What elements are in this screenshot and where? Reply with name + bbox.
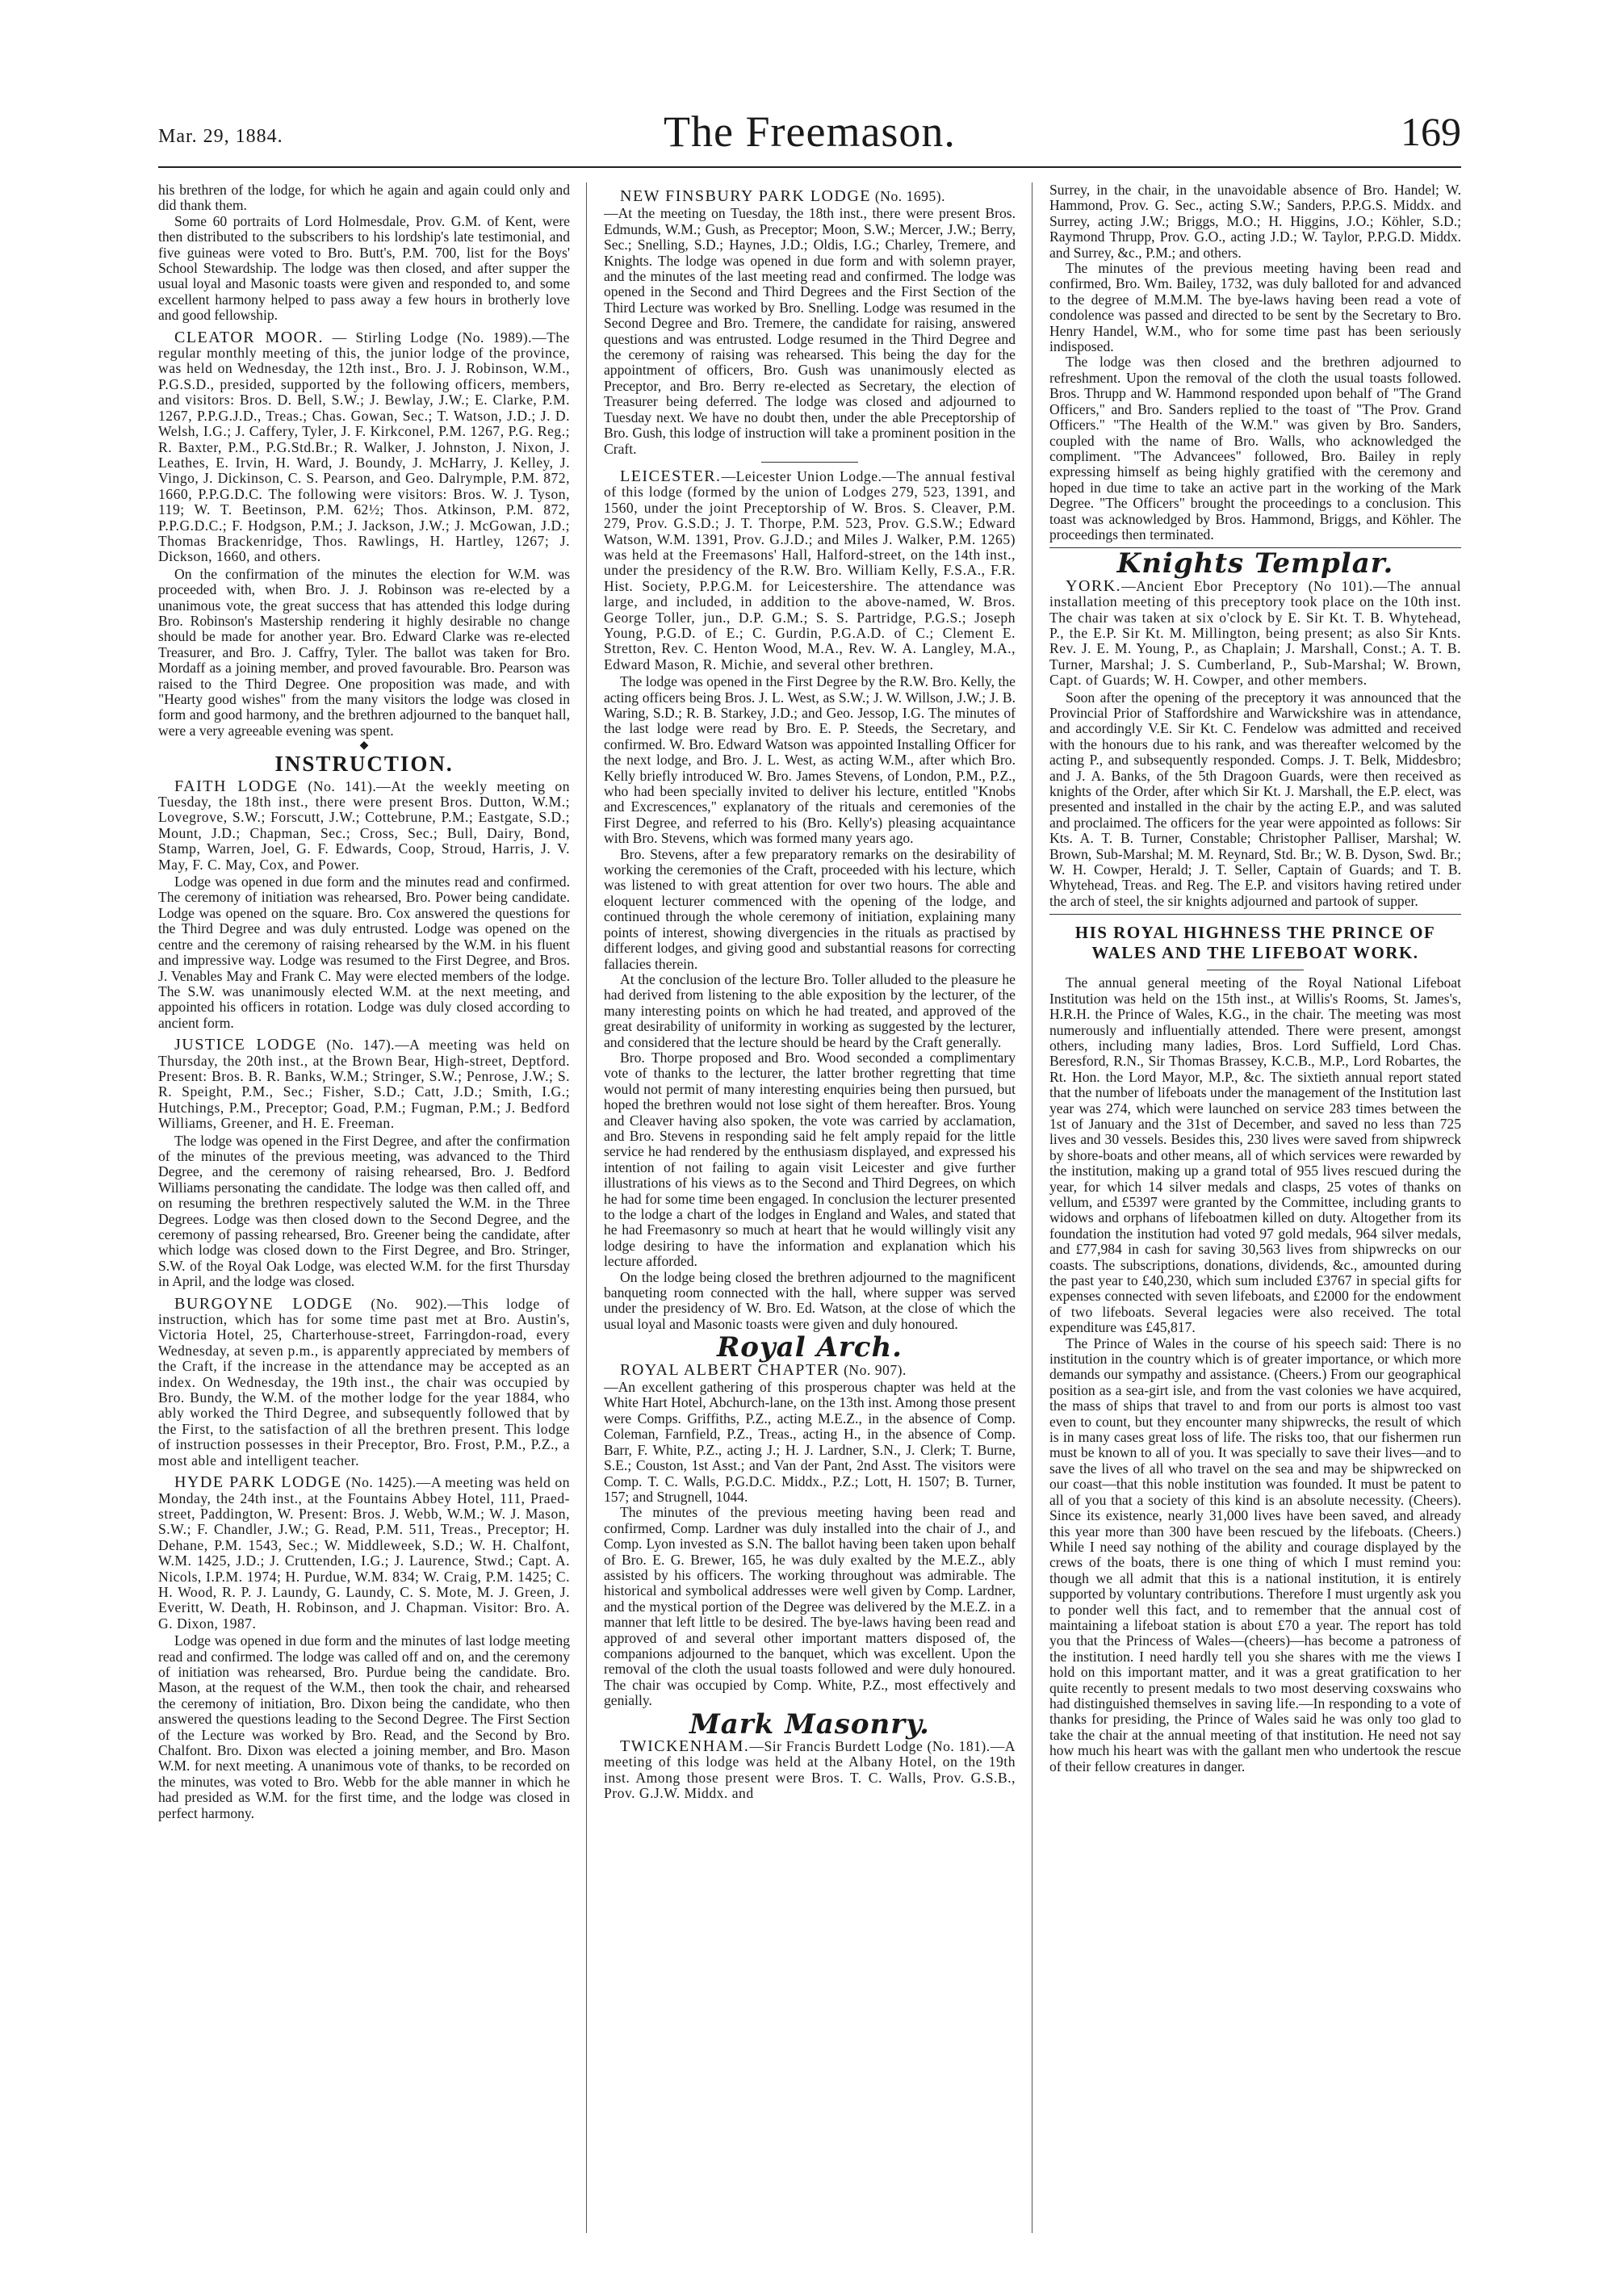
paragraph: The annual general meeting of the Royal National Lifeboat Institution was held on the 15th inst., at Willis's Rooms, St. James's, H.R.H. the Prince of Wales, K.G., in the chair. The meeting was most numerously and influentially attended. There were present, amongst others, including many ladies, Bros. Lord Suffield, Lord Chas. Beresford, R.N., Sir Thomas Brassey, K.C.B., M.P., Lord Robartes, the Rt. Hon. the Lord Mayor, M.P., &c. The sixtieth annual report stated that the number of lifeboats under the management of the Institution last year was 274, which were launched on service 283 times between the 1st of January and the 31st of December, and saved no less than 725 lives and 30 vessels. Besides this, 230 lives were saved from shipwreck by shore-boats and other means, all of which services were rewarded by the institution, making up a grand total of 955 lives rescued during the year, for which 14 silver medals and clasps, 25 votes of thanks on vellum, and £5397 were granted by the Committee, including grants to widows and orphans of lifeboatmen killed on duty. Altogether from its foundation the institution had voted 97 gold medals, 964 silver medals, and £77,984 in cash for saving 30,563 lives from shipwrecks on our coasts. The subscriptions, donations, dividends, &c., amounted during the past year to £40,230, which sum included £3767 in special gifts for expenses connected with seven lifeboats, and £2000 for the endowment of two lifeboats. Several legacies were also received. The total expenditure was £45,817. [1049, 974, 1461, 1336]
article-heading-royal-albert [604, 1360, 1016, 1379]
section-heading-mark-masonry: Mark Masonry. [689, 1707, 930, 1741]
paragraph: On the lodge being closed the brethren adjourned to the magnificent banqueting room connected with the hall, where supper was served under the presidency of W. Bro. Ed. Watson, at the close of which the usual loyal and Masonic toasts were given and duly honoured. [604, 1268, 1016, 1332]
paragraph: The lodge was opened in the First Degree, and after the confirmation of the minutes of the previous meeting, was advanced to the Third Degree, and the ceremony of raising rehearsed, Bro. J. Bedford Williams personating the candidate. The lodge was then called off, and on resuming the brethren respectively saluted the W.M. in the Three Degrees. Lodge was then closed down to the Second Degree, and the ceremony of passing rehearsed, Bro. Greener being the candidate, after which lodge was closed down to the First Degree, and Bro. Stringer, S.W. of the Royal Oak Lodge, was elected W.M. for the first Thursday in April, and the lodge was closed. [158, 1132, 570, 1290]
heading-number: (No. 907). [840, 1361, 907, 1378]
heading-number: (No. 1695). [871, 188, 946, 204]
paragraph: —At the meeting on Tuesday, the 18th inst., there were present Bros. Edmunds, W.M.; Gush, as Preceptor; Moon, S.W.; Mercer, J.W.; Berry, Sec.; Snelling, S.D.; Haynes, J.D.; Oldis, I.G.; Charley, Tremere, and Knights. The lodge was opened in due form and with solemn prayer, and the minutes of the last meeting read and confirmed. The lodge was opened in the Second and Third Degrees and the First Section of the Third Lecture was worked by Bro. Snelling. Lodge was resumed in the Second Degree and Bro. Tremere, the candidate for raising, answered questions and was entrusted. Lodge resumed in the Third Degree and the ceremony of raising was rehearsed. This being the day for the appointment of officers, Bro. Gush was unanimously elected as Preceptor, and Bro. Berry re-elected as Secretary, the election of Treasurer being deferred. The lodge was closed and adjourned to Tuesday next. We have no doubt then, under the able Preceptorship of Bro. Gush, this lodge of instruction will take a prominent position in the Craft. [604, 205, 1016, 457]
separator-rule [761, 462, 858, 463]
diamond-ornament: ◆ [359, 739, 369, 752]
article-heading-prince-of-wales: HIS ROYAL HIGHNESS THE PRINCE OF WALES AND THE LIFEBOAT WORK. [1074, 923, 1436, 963]
paragraph: Some 60 portraits of Lord Holmesdale, Prov. G.M. of Kent, were then distributed to the subscribers to his lordship's late testimonial, and five guineas were voted to Bro. Butt's, P.M. 700, list for the Boys' School Stewardship. The lodge was then closed, and after supper the usual loyal and Masonic toasts were given and responded to, and some excellent harmony helped to pass away a few hours in brotherly love and good fellowship. [158, 212, 570, 324]
heading-label: CLEATOR MOOR. [174, 328, 324, 346]
article-heading-burgoyne [158, 1294, 570, 1469]
heading-body: (No. 141).—At the weekly meeting on Tuesday, the 18th inst., there were present Bros. Dutton, W.M.; Lovegrove, S.W.; Forscutt, J.W.; Cottebrune, P.M.; Eastgate, S.D.; Mount, J.D.; Chapman, Sec.; Cross, Sec.; Bull, Dairy, Bond, Stamp, Warren, Joel, G. F. Edwards, Coop, Stroud, Harris, J. V. May, F. C. May, Cox, and Power. [158, 777, 570, 873]
article-heading-faith [158, 779, 570, 873]
column-divider [586, 182, 587, 2233]
heading-label: YORK. [1066, 576, 1122, 595]
page-header [158, 107, 1461, 163]
paragraph: The minutes of the previous meeting having been read and confirmed, Comp. Lardner was duly installed into the chair of J., and Comp. Lyon invested as S.N. The ballot having been taken upon behalf of Bro. E. G. Brewer, 165, he was duly exalted by the M.E.Z., ably assisted by his officers. The working throughout was admirable. The historical and symbolical addresses were well given by Comp. Lardner, and the mystical portion of the Degree was delivered by the M.E.Z. in a manner that left little to be desired. The bye-laws having been read and approved of and several other important matters disposed of, the companions adjourned to the banquet, which was excellent. Upon the removal of the cloth the usual toasts followed and were duly honoured. The chair was occupied by Comp. White, P.Z., most effectively and genially. [604, 1504, 1016, 1709]
header-rule [158, 166, 1461, 168]
heading-body: —Sir Francis Burdett Lodge (No. 181).—A meeting of this lodge was held at the Albany Hotel, on the 19th inst. Among those present were Bros. T. C. Walls, Prov. G.S.B., Prov. G.J.W. Middx. and [604, 1738, 1016, 1802]
section-heading-instruction: INSTRUCTION. [274, 752, 454, 777]
column-2 [604, 182, 1016, 2233]
issue-date: Mar. 29, 1884. [158, 126, 283, 147]
paragraph: Lodge was opened in due form and the minutes read and confirmed. The ceremony of initiation was rehearsed, Bro. Power being candidate. Lodge was opened on the square. Bro. Cox answered the questions for the Third Degree and was duly entrusted. Lodge was opened on the centre and the ceremony of raising rehearsed by the W.M. in his fluent and impressive way. Lodge was resumed to the First Degree, and Bros. J. Venables May and Frank C. May were elected members of the lodge. The S.W. was unanimously elected W.M. at the next meeting, and appointed his officers in rotation. Lodge was duly closed according to ancient form. [158, 874, 570, 1031]
paragraph: Lodge was opened in due form and the minutes of last lodge meeting read and confirmed. The lodge was called off and on, and the ceremony of initiation was rehearsed, Bro. Purdue being the candidate. Bro. Mason, at the request of the W.M., then took the chair, and rehearsed the ceremony of initiation, Bro. Dixon being the candidate, who then answered the questions leading to the Second Degree. The First Section of the Lecture was worked by Bro. Read, and the Second by Bro. Chalfont. Bro. Dixon was elected a joining member, and Bro. Mason W.M. for next meeting. A unanimous vote of thanks, to be recorded on the minutes, was voted to Bro. Webb for the able manner in which he had presided as W.M. for the first time, and the lodge was closed in perfect harmony. [158, 1632, 570, 1821]
heading-body: — Stirling Lodge (No. 1989).—The regular monthly meeting of this, the junior lodge of the province, was held on Wednesday, the 12th inst., Bro. J. J. Robinson, W.M., P.G.S.D., presided, supported by the following officers, members, and visitors: Bros. D. Bell, S.W.; J. Bewlay, J.W.; E. Clarke, P.M. 1267, P.P.G.J.D., Treas.; Chas. Gowan, Sec.; T. Watson, J.D.; J. D. Welsh, I.G.; J. Caffery, Tyler, J. F. Kirkconel, P.M. 1267, P.G. Reg.; R. Baxter, P.M., P.G.Std.Br.; R. Walker, J. Johnston, J. Nixon, J. Leathes, E. Irvin, H. Ward, J. Boundy, J. McHarry, J. Kelley, J. Vingo, J. Dickinson, C. S. Pearson, and Geo. Dalrymple, P.M. 872, 1660, P.P.G.D.C. The following were visitors: Bros. W. J. Tyson, 119; W. T. Beetinson, P.M. 62½; Thos. Atkinson, P.M. 872, P.P.G.D.C.; F. Hodgson, P.M.; J. Jackson, J.W.; J. McGowan, J.D.; Thomas Brackenridge, Thos. Rawlings, H. Hartley, 1267; J. Dickson, 1660, and others. [158, 329, 570, 565]
heading-label: LEICESTER. [620, 467, 722, 485]
paragraph: At the conclusion of the lecture Bro. Toller alluded to the pleasure he had derived from listening to the able exposition by the lecturer, of the many interesting points on which he had treated, and approved of the great desirability of uniformity in working as suggested by the lecturer, and considered that the lecture should be heard by the Craft generally. [604, 970, 1016, 1050]
heading-body: (No. 902).—This lodge of instruction, which has for some time past met at Bro. Austin's, Victoria Hotel, 25, Charterhouse-street, Farringdon-road, every Wednesday, at seven p.m., is apparently appreciated by members of the Craft, if the increase in the attendance may be accepted as an index. On Wednesday, the 19th inst., the chair was occupied by Bro. Bundy, the W.M. of the mother lodge for the year 1884, who ably worked the Third Degree, and subsequently followed that by the First, to the satisfaction of all the brethren present. This lodge of instruction possesses in their Preceptor, Bro. Frost, P.M., P.Z., a most able and intelligent teacher. [158, 1295, 570, 1469]
heading-label: FAITH LODGE [174, 777, 299, 795]
paragraph: Bro. Stevens, after a few preparatory remarks on the desirability of working the ceremonies of the Craft, proceeded with his lecture, which was listened to with great attention for over two hours. The able and eloquent lecturer commenced with the opening of the lodge, and continued through the whole ceremony of initiation, explaining many points of interest, showing divergencies in the rituals as practised by different lodges, and giving good and substantial reasons for correcting fallacies therein. [604, 845, 1016, 972]
heading-body: (No. 147).—A meeting was held on Thursday, the 20th inst., at the Brown Bear, High-street, Deptford. Present: Bros. B. R. Banks, W.M.; Stringer, S.W.; Penrose, J.W.; S. R. Speight, P.M., Sec.; Fisher, S.D.; Catt, J.D.; Smith, I.G.; Hutchings, P.M., Preceptor; Goad, P.M.; Fugman, P.M.; J. Bedford Williams, Greener, and H. E. Freeman. [158, 1037, 570, 1132]
paragraph: —An excellent gathering of this prosperous chapter was held at the White Hart Hotel, Abchurch-lane, on the 13th inst. Among those present were Comps. Griffiths, P.Z., acting M.E.Z., in the absence of Comp. Coleman, Farnfield, P.Z., Treas., acting H., in the absence of Comp. Barr, F. White, P.Z., acting J.; H. J. Lardner, S.N., J. Clerk; T. Burne, S.E.; Couston, 1st Asst.; and Van der Pant, 2nd Asst. The visitors were Comp. T. C. Walls, P.G.D.C. Middx., P.Z.; Lott, H. 1507; B. Turner, 157; and Strugnell, 1044. [604, 1379, 1016, 1505]
masthead-title: The Freemason. [664, 107, 956, 156]
heading-label: JUSTICE LODGE [174, 1036, 317, 1054]
heading-label: TWICKENHAM. [620, 1737, 750, 1755]
heading-body: —Ancient Ebor Preceptory (No 101).—The annual installation meeting of this preceptory took place on the 10th inst. The chair was taken at six o'clock by E. Sir Kt. T. B. Whytehead, P., the E.P. Sir Kt. M. Millington, being present; as also Sir Knts. Rev. J. E. M. Young, P., as Chaplain; J. Marshall, Const.; A. T. B. Turner, Marshal; J. S. Cumberland, P., Sub-Marshal; W. Brown, Capt. of Guards; W. H. Cowper, and other members. [1049, 577, 1461, 689]
article-heading-york [1049, 576, 1461, 689]
paragraph: Bro. Thorpe proposed and Bro. Wood seconded a complimentary vote of thanks to the lecturer, the latter brother regretting that time would not permit of many interesting enquiries being then pursued, but hoped the brethren would not lose sight of them hereafter. Bros. Young and Cleaver having also spoken, the vote was carried by acclamation, and Bro. Stevens in responding said he felt amply repaid for the little service he had rendered by the enthusiasm displayed, and expressed his intention of not failing to again visit Leicester and give further illustrations of his views as to the Second and Third Degrees, on which he had for some time been engaged. In conclusion the lecturer presented to the lodge a chart of the lodges in England and Wales, and stated that he had Freemasonry so much at heart that he would willingly visit any lodge desiring to have the information and explanation which his lecture afforded. [604, 1049, 1016, 1270]
heading-label: NEW FINSBURY PARK LODGE [620, 187, 872, 205]
heading-body: —Leicester Union Lodge.—The annual festival of this lodge (formed by the union of Lodges 279, 523, 1391, and 1560, under the joint Preceptorship of W. Bros. S. Cleaver, P.M. 279, Prov. G.S.D.; J. T. Thorpe, P.M. 523, Prov. G.S.W.; Edward Watson, W.M. 1391, Prov. G.J.D.; and Miles J. Walker, P.M. 1265) was held at the Freemasons' Hall, Halford-street, on the 14th inst., under the presidency of the R.W. Bro. William Kelly, F.S.A., F.R. Hist. Society, P.P.G.M. for Leicestershire. The attendance was large, and included, in addition to the above-named, W. Bros. George Toller, jun., D.P. G.M.; S. S. Partridge, P.G.S.; Joseph Young, P.G.D. of E.; C. Gurdin, P.G.A.D. of C.; Clement E. Stretton, Rev. C. Henton Wood, M.A., Rev. W. A. Langley, M.A., Edward Mason, R. Michie, and several other brethren. [604, 467, 1016, 672]
heading-label: BURGOYNE LODGE [174, 1294, 354, 1313]
article-heading-twickenham [604, 1739, 1016, 1802]
article-heading-new-finsbury [604, 189, 1016, 204]
heading-label: HYDE PARK LODGE [174, 1473, 342, 1492]
heading-label: ROYAL ALBERT CHAPTER [620, 1360, 840, 1379]
article-heading-leicester [604, 469, 1016, 672]
paragraph: The minutes of the previous meeting having been read and confirmed, Bro. Wm. Bailey, 1732, was duly balloted for and advanced to the degree of M.M.M. The bye-laws having been read a vote of condolence was passed and directed to be sent by the Secretary to Bro. Henry Handel, W.M., who for some time past has been seriously indisposed. [1049, 260, 1461, 355]
article-heading-justice [158, 1037, 570, 1131]
paragraph: The lodge was opened in the First Degree by the R.W. Bro. Kelly, the acting officers being Bros. J. L. West, as S.W.; J. W. Willson, J.W.; J. B. Waring, S.D.; R. B. Starkey, J.D.; and Geo. Jessop, I.G. The minutes of the last lodge were read by Bro. E. P. Steeds, the Secretary, and confirmed. W. Bro. Edward Watson was appointed Installing Officer for the next lodge, and Bro. J. L. West, as acting W.M., after which Bro. Kelly briefly introduced W. Bro. James Stevens, of London, P.M., P.Z., who had been specially invited to deliver his lecture, entitled "Knobs and Excrescences," explanatory of the rituals and ceremonies of the First Degree, and referred to his (Bro. Kelly's) pleasing acquaintance with Bro. Stevens, which was formed many years ago. [604, 673, 1016, 847]
article-heading-hyde-park [158, 1475, 570, 1632]
paragraph: On the confirmation of the minutes the election for W.M. was proceeded with, when Bro. J. J. Robinson was re-elected by a unanimous vote, the great success that has attended this lodge during Bro. Robinson's Mastership rendering it highly desirable no change should be made for another year. Bro. Edward Clarke was re-elected Treasurer, and Bro. J. Caffry, Tyler. The ballot was taken for Bro. Mordaff as a joining member, and proved favourable. Bro. Pearson was raised to the Third Degree. One proposition was made, and with "Hearty good wishes" from the many visitors the lodge was closed in form and good harmony, and the brethren adjourned to the banquet hall, were a very agreeable evening was spent. [158, 565, 570, 739]
column-1 [158, 182, 570, 2233]
article-heading-cleator [158, 330, 570, 565]
heading-body: (No. 1425).—A meeting was held on Monday, the 24th inst., at the Fountains Abbey Hotel, 111, Praed-street, Paddington, W. Present: Bros. J. Webb, W.M.; W. J. Mason, S.W.; F. Chandler, J.W.; G. Read, P.M. 511, Treas., Preceptor; H. Dehane, P.M. 1543, Sec.; W. Middleweek, S.D.; W. H. Chalfont, W.M. 1425, J.D.; J. Cruttenden, I.G.; J. Laurence, Stwd.; Capt. A. Nicols, I.P.M. 1974; H. Purdue, W.M. 834; W. Craig, P.M. 1425; C. H. Wood, R. P. J. Laundy, G. Laundy, C. S. Mote, M. J. Green, J. Everitt, W. Death, H. Robinson, and J. Chapman. Visitor: Bro. A. G. Dixon, 1987. [158, 1474, 570, 1632]
paragraph: The Prince of Wales in the course of his speech said: There is no institution in the country which is of greater importance, or which more demands our sympathy and assistance. (Cheers.) From our geographical position as a sea-girt isle, and from the vast colonies we have acquired, the mass of ships that travel to and from our ports is almost too vast even to count, but they encounter many shipwrecks, the result of which is in many cases great loss of life. The risks too, that our fishermen run must be known to all of you. It was specially to save their lives—and to save the lives of all who travel on the sea and may be shipwrecked on our coast—that this noble institution was founded. It must be patent to all of you that a society of this kind is an absolute necessity. (Cheers). Since its existence, nearly 31,000 lives have been saved, and already this year more than 300 have been rescued by the lifeboats. (Cheers.) While I need say nothing of the ability and courage displayed by the crews of the boats, there is one thing of which I must remind you: though we all admit that this is a national institution, it is entirely supported by voluntary contributions. Therefore I must urgently ask you to ponder well this fact, and to remember that the annual cost of maintaining a lifeboat station is about £70 a year. The report has told you that the Princess of Wales—(cheers)—has become a patroness of the institution. I need hardly tell you she shares with me the views I hold on this important matter, and it was a great gratification to her quite recently to present medals to two most deserving coxswains who had distinguished themselves in saving life.—In responding to a vote of thanks for presiding, the Prince of Wales said he was only too glad to take the chair at the annual meeting of that institution. He need not say how much his heart was with the gallant men who undertook the rescue of their fellow creatures in danger. [1049, 1334, 1461, 1774]
page-number: 169 [1401, 109, 1461, 154]
paragraph: Soon after the opening of the preceptory it was announced that the Provincial Prior of Staffordshire and Warwickshire was in attendance, and accordingly V.E. Sir Kt. C. Fendelow was admitted and received with the honours due to his rank, and was thereafter welcomed by the acting P., and subsequently responded. Comps. J. T. Belk, Middesbro; and J. A. Banks, of the 5th Dragoon Guards, were then received as knights of the Order, after which Sir Kt. J. Marshall, the E.P. elect, was presented and installed in the chair by the acting E.P., and was saluted and proclaimed. The officers for the year were appointed as follows: Sir Kts. A. T. B. Turner, Constable; Christopher Palliser, Marshal; W. Brown, Sub-Marshal; M. M. Reynard, Std. Br.; W. B. Dyson, Swd. Br.; W. H. Cowper, Herald; J. T. Seller, Captain of Guards; and T. B. Whytehead, Treas. and Reg. The E.P. and visitors having retired under the arch of steel, the sir knights adjourned and partook of supper. [1049, 689, 1461, 909]
paragraph: Surrey, in the chair, in the unavoidable absence of Bro. Handel; W. Hammond, Prov. G. Sec., acting S.W.; Sanders, P.P.G.S. Middx. and Surrey, acting J.W.; Briggs, M.O.; H. Higgins, J.O.; Köhler, S.D.; Raymond Thrupp, Prov. G.O., acting J.D.; W. Taylor, P.P.G.D. Middx. and Surrey, &c., P.M.; and others. [1049, 182, 1461, 261]
separator-rule [1049, 914, 1461, 915]
section-heading-knights-templar: Knights Templar. [1116, 547, 1394, 580]
column-3 [1049, 182, 1461, 2233]
paragraph: The lodge was then closed and the brethren adjourned to refreshment. Upon the removal of the cloth the usual toasts followed. Bros. Thrupp and W. Hammond responded upon behalf of "The Grand Officers," and Bro. Sanders replied to the toast of "The Prov. Grand Officers." "The Health of the W.M." was given by Bro. Sanders, coupled with the name of Bro. Walls, who acknowledged the compliment. "The Advancees" followed, Bro. Bailey in reply expressing himself as being highly gratified with the ceremony and hoped in due time to take an active part in the working of the Mark Degree. "The Officers" brought the proceedings to a conclusion. This toast was acknowledged by Bros. Hammond, Briggs, and Köhler. The proceedings then terminated. [1049, 354, 1461, 543]
section-heading-royal-arch: Royal Arch. [716, 1331, 903, 1364]
paragraph: his brethren of the lodge, for which he again and again could only and did thank them. [158, 182, 570, 214]
